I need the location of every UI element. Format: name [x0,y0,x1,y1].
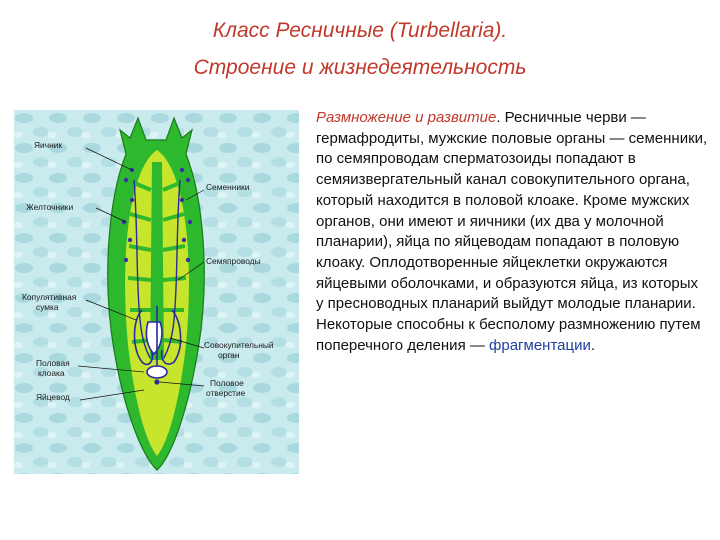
label-vas-deferens: Семяпроводы [206,256,261,266]
paragraph-2: Некоторые способны к бесполому размножению путем поперечного деления — [316,316,701,354]
paragraph-1: . Ресничные черви — гермафродиты, мужские половые органы — семенники, по семяпроводам сперматозоиды попадают в семяизвергательный канал совокупительного органа, который находится в половой клоаке. Кроме мужских органов, они имеют и яичники (их два у молочной планарии), яйца по яйцеводам попадают в половую клоаку. Оплодотворенные яйцеклетки окружаются яйцевыми оболочками, и образуются яйца, из которых у пресноводных планарий выйдут молодые планарии. [316,109,708,313]
slide-title-line-2: Строение и жизнедеятельность [193,56,527,79]
label-oviduct: Яйцевод [36,392,70,402]
reproduction-description [316,108,708,356]
lead-phrase: Размножение и развитие [316,109,497,126]
label-genital-cloaca-1: Половая [36,358,70,368]
planarian-diagram [14,110,299,474]
label-yolk-glands: Желточники [26,202,74,212]
label-copulatory-bag-2: сумка [36,302,59,312]
label-testes: Семенники [206,182,250,192]
paragraph-2-end: . [590,336,596,354]
label-genital-cloaca-2: клоака [38,368,65,378]
genital-opening [154,379,159,384]
label-copulatory-organ-1: Совокупительный [204,340,274,350]
fragmentation-link[interactable]: фрагментации [489,336,591,354]
label-genital-opening-2: отверстие [206,388,246,398]
slide-title-line-1: Класс Ресничные (Turbellaria). [212,19,508,42]
planarian-illustration [14,110,299,474]
label-copulatory-bag-1: Копулятивная [22,292,77,302]
label-copulatory-organ-2: орган [218,350,240,360]
label-ovary: Яичник [34,140,63,150]
label-genital-opening-1: Половое [210,378,244,388]
